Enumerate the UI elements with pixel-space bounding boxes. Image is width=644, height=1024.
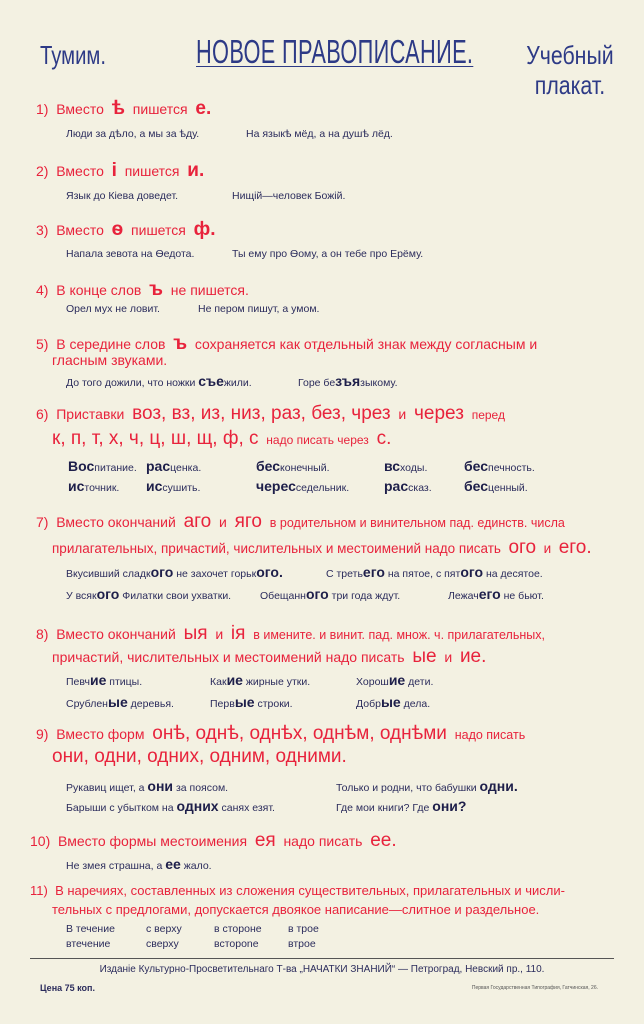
example-highlight: ого.	[256, 564, 283, 580]
adverb-spelling: втечение	[66, 938, 111, 950]
example-text: деревья.	[127, 698, 174, 710]
example	[66, 694, 174, 710]
rule-number: 11)	[30, 883, 48, 898]
example-highlight: ые	[234, 694, 255, 710]
example-text: не захочет горьк	[173, 568, 257, 580]
example-text: конечный.	[280, 462, 330, 474]
rule-5-cont: гласным звуками.	[52, 352, 168, 368]
example-text: Перв	[210, 698, 235, 710]
rule-ending-new: ие.	[459, 646, 487, 667]
prefix-example	[464, 478, 528, 494]
adverb-spelling: в стороне	[214, 923, 262, 935]
example-highlight: ые	[380, 694, 401, 710]
example-text: на десятое.	[483, 568, 543, 580]
example-highlight: ее	[165, 856, 181, 872]
rule-ending-new: его.	[558, 537, 592, 558]
example-highlight: одни.	[479, 778, 518, 794]
rule-ending-new: ого	[508, 537, 537, 558]
example	[336, 778, 518, 794]
adverb-pair	[66, 922, 115, 952]
example-text: Рукавиц ищет, а	[66, 782, 148, 794]
example: Напала зевота на Ѳедота.	[66, 248, 195, 260]
rule-text: Вместо	[56, 163, 104, 179]
example	[298, 373, 398, 389]
poster-type-line1: Учебный	[526, 40, 614, 70]
example-text: за поясом.	[173, 782, 229, 794]
rule-letter-new: и.	[187, 160, 205, 181]
prefix-example	[256, 478, 349, 494]
example-highlight: его	[362, 564, 385, 580]
rule-text: и	[215, 626, 224, 642]
prefix-highlight: рас	[384, 478, 409, 494]
prefix-highlight: ис	[146, 478, 163, 494]
rule-ending-old: яго	[234, 511, 262, 532]
rule-ending-old: ыя	[183, 623, 208, 644]
rule-prefix: через	[414, 403, 464, 424]
example-text: Обещанн	[260, 590, 306, 602]
rule-text: в имените. и винит. пад. множ. ч. прилагательных,	[253, 628, 545, 642]
rule-text: В наречиях, составленных из сложения существительных, прилагательных и числи-	[55, 883, 565, 898]
example-text: не бьют.	[500, 590, 544, 602]
example-text: жили.	[223, 377, 252, 389]
rule-forms-old: онѣ, однѣ, однѣх, однѣм, однѣми	[152, 723, 447, 744]
rule-number: 6)	[36, 406, 49, 422]
rule-7-cont	[52, 537, 592, 559]
rule-9-cont	[52, 746, 347, 768]
example-text: Певч	[66, 676, 90, 688]
example-highlight: они?	[432, 798, 467, 814]
example	[326, 564, 543, 580]
rule-9	[36, 723, 525, 745]
rule-number: 8)	[36, 626, 49, 642]
example-text: У всяк	[66, 590, 97, 602]
example	[336, 798, 466, 814]
example-text: птицы.	[106, 676, 143, 688]
example-text: До того дожили, что ножки	[66, 377, 196, 389]
prefix-example	[146, 478, 200, 494]
rule-forms-new: они, одни, одних, одним, одними.	[52, 746, 347, 767]
rule-number: 1)	[36, 101, 49, 117]
rule-10	[30, 830, 397, 852]
rule-form-new: ее.	[370, 830, 397, 851]
rule-4	[36, 279, 249, 301]
rule-text: Вместо	[56, 101, 104, 117]
example-highlight: ые	[107, 694, 128, 710]
rule-text: В конце слов	[56, 282, 142, 298]
prefix-example	[384, 458, 427, 474]
rule-letter-old: і	[111, 160, 117, 181]
rule-prefixes: воз, вз, из, низ, раз, без, чрез	[132, 403, 391, 424]
rule-1	[36, 98, 211, 120]
example-text: строки.	[254, 698, 293, 710]
example: Орел мух не ловит.	[66, 303, 160, 315]
example-text: точник.	[84, 482, 120, 494]
rule-text: надо писать через	[266, 433, 369, 447]
prefix-example	[256, 458, 330, 474]
rule-letter: с.	[376, 428, 392, 449]
example-text: зыкому.	[360, 377, 398, 389]
example: Ты ему про Ѳому, а он тебе про Ерёму.	[232, 248, 424, 260]
adverb-spelling: втрое	[288, 938, 316, 950]
example-text: Филатки свои ухватки.	[119, 590, 232, 602]
example: Люди за дѣло, а мы за ѣду.	[66, 128, 200, 140]
rule-11	[30, 883, 565, 898]
example-text: Добр	[356, 698, 381, 710]
example-text: три года ждут.	[328, 590, 401, 602]
example-text: санях езят.	[218, 802, 275, 814]
example: Нищій—человек Божій.	[232, 190, 346, 202]
rule-text: перед	[471, 408, 505, 422]
rule-text: Приставки	[56, 406, 125, 422]
prefix-highlight: рас	[146, 458, 171, 474]
rule-text: в родительном и винительном пад. единств. числа	[269, 516, 565, 530]
example	[66, 778, 228, 794]
example-text: сушить.	[162, 482, 201, 494]
example-text: сказ.	[408, 482, 432, 494]
example-text: Горе бе	[298, 377, 336, 389]
example-highlight: ие	[226, 672, 243, 688]
example	[66, 586, 231, 602]
example-text: Только и родни, что бабушки	[336, 782, 480, 794]
example-text: С треть	[326, 568, 363, 580]
author-label: Тумим.	[40, 40, 107, 70]
rule-text: Вместо окончаний	[56, 626, 176, 642]
rule-7	[36, 511, 565, 533]
example	[66, 798, 275, 814]
rule-text: и	[219, 514, 227, 530]
rule-text: Вместо форм	[56, 726, 145, 742]
rule-consonants: к, п, т, х, ч, ц, ш, щ, ф, с	[52, 428, 259, 449]
rule-letter-old: ѣ	[111, 98, 126, 119]
example-text: Лежач	[448, 590, 479, 602]
example-text: Где мои книги? Где	[336, 802, 433, 814]
rule-11-cont: тельных с предлогами, допускается двоякое написание—слитное и раздельное.	[52, 902, 540, 917]
prefix-highlight: ис	[68, 478, 85, 494]
rule-number: 4)	[36, 282, 49, 298]
rule-8	[36, 623, 545, 645]
example-text: седельник.	[295, 482, 350, 494]
prefix-highlight: бес	[464, 478, 489, 494]
example	[210, 694, 293, 710]
example-text: Вкусивший сладк	[66, 568, 151, 580]
example-highlight: его	[478, 586, 501, 602]
example	[448, 586, 544, 602]
example-highlight: ого	[150, 564, 174, 580]
example-text: жало.	[180, 860, 212, 872]
rule-text: пишется	[132, 101, 188, 117]
rule-text: В середине слов	[56, 336, 166, 352]
rule-8-cont	[52, 646, 486, 668]
prefix-highlight: бес	[256, 458, 281, 474]
example-text: дела.	[400, 698, 431, 710]
rule-text: Вместо окончаний	[56, 514, 176, 530]
example-highlight: ие	[388, 672, 406, 688]
rule-text: и	[444, 649, 453, 665]
prefix-example	[68, 458, 137, 474]
printer-mark: Первая Государственная Типография, Гатчинская, 26.	[471, 985, 598, 991]
example-highlight: съе	[198, 373, 224, 389]
rule-text: сохраняется как отдельный знак между согласным и	[194, 336, 538, 352]
example: На языкѣ мёд, а на душѣ лёд.	[246, 128, 393, 140]
prefix-highlight: Вос	[68, 458, 95, 474]
divider	[30, 958, 614, 959]
rule-number: 10)	[30, 833, 51, 849]
rule-2	[36, 160, 204, 182]
example-text: ходы.	[400, 462, 428, 474]
rule-number: 3)	[36, 222, 49, 238]
poster-title: НОВОЕ ПРАВОПИСАНИЕ.	[196, 33, 474, 70]
example-highlight: они	[147, 778, 174, 794]
adverb-pair	[214, 922, 262, 952]
example	[356, 672, 433, 688]
adverb-pair	[288, 922, 319, 952]
price: Цена 75 коп.	[40, 983, 95, 993]
rule-text: прилагательных, причастий, числительных и местоимений надо писать	[52, 541, 501, 556]
example	[66, 672, 142, 688]
adverb-spelling: сверху	[146, 938, 179, 950]
example-text: Не змея страшна, а	[66, 860, 166, 872]
example-text: питание.	[94, 462, 137, 474]
example-highlight: ого	[460, 564, 484, 580]
prefix-example	[68, 478, 119, 494]
adverb-pair	[146, 922, 182, 952]
rule-text: не пишется.	[170, 282, 249, 298]
publisher-line: Изданiе Культурно-Просветительнаго Т-ва „НАЧАТКИ ЗНАНИЙ“ — Петроград, Невский пр., 110.	[99, 964, 545, 975]
rule-6-cont	[52, 428, 391, 450]
rule-text: и	[398, 406, 407, 422]
example	[66, 373, 252, 389]
example-text: ценка.	[170, 462, 202, 474]
rule-number: 2)	[36, 163, 49, 179]
example	[210, 672, 310, 688]
adverb-spelling: в трое	[288, 923, 319, 935]
prefix-example	[146, 458, 201, 474]
example-highlight: ого	[96, 586, 120, 602]
rule-text: и	[543, 541, 552, 556]
example-text: на пятое, с пят	[384, 568, 461, 580]
rule-letter-new: е.	[195, 98, 212, 119]
rule-letter-old: ѳ	[111, 219, 124, 240]
rule-number: 9)	[36, 726, 49, 742]
example-text: Как	[210, 676, 227, 688]
rule-text: надо писать	[454, 728, 526, 742]
example-highlight: ого	[305, 586, 329, 602]
prefix-example	[464, 458, 535, 474]
example	[356, 694, 430, 710]
adverb-spelling: с верху	[146, 923, 182, 935]
prefix-highlight: бес	[464, 458, 489, 474]
example-highlight: ие	[89, 672, 107, 688]
rule-number: 7)	[36, 514, 49, 530]
prefix-highlight: вс	[384, 458, 401, 474]
rule-ending-new: ые	[412, 646, 437, 667]
rule-ending-old: аго	[183, 511, 212, 532]
rule-letter: ъ	[173, 333, 188, 354]
rule-number: 5)	[36, 336, 49, 352]
example-text: Срублен	[66, 698, 108, 710]
poster-type-line2: плакат.	[535, 70, 606, 100]
rule-text: пишется	[131, 222, 186, 238]
prefix-example	[384, 478, 432, 494]
poster-type	[527, 40, 614, 100]
rule-form-old: ея	[254, 830, 276, 851]
rule-text: пишется	[124, 163, 180, 179]
example: Не пером пишут, а умом.	[198, 303, 320, 315]
rule-text: надо писать	[283, 833, 363, 849]
example-text: печность.	[488, 462, 535, 474]
prefix-highlight: черес	[256, 478, 296, 494]
rule-letter-old: ъ	[149, 279, 163, 300]
example	[66, 856, 212, 872]
example: Язык до Кіева доведет.	[66, 190, 179, 202]
rule-6	[36, 403, 505, 425]
rule-text: Вместо	[56, 222, 104, 238]
adverb-spelling: всторone	[214, 938, 259, 950]
example	[260, 586, 400, 602]
example-text: жирные утки.	[242, 676, 311, 688]
rule-ending-old: ія	[230, 623, 246, 644]
rule-3	[36, 219, 216, 241]
rule-text: причастий, числительных и местоимений надо писать	[52, 649, 405, 665]
rule-letter-new: ф.	[193, 219, 216, 240]
example-text: Хорош	[356, 676, 389, 688]
example-text: Барыши с убытком на	[66, 802, 177, 814]
adverb-spelling: В течение	[66, 923, 115, 935]
example-highlight: зъя	[335, 373, 361, 389]
rule-text: Вместо формы местоимения	[58, 833, 248, 849]
example	[66, 564, 283, 580]
example-text: дети.	[405, 676, 434, 688]
example-text: ценный.	[488, 482, 528, 494]
example-highlight: одних	[176, 798, 219, 814]
